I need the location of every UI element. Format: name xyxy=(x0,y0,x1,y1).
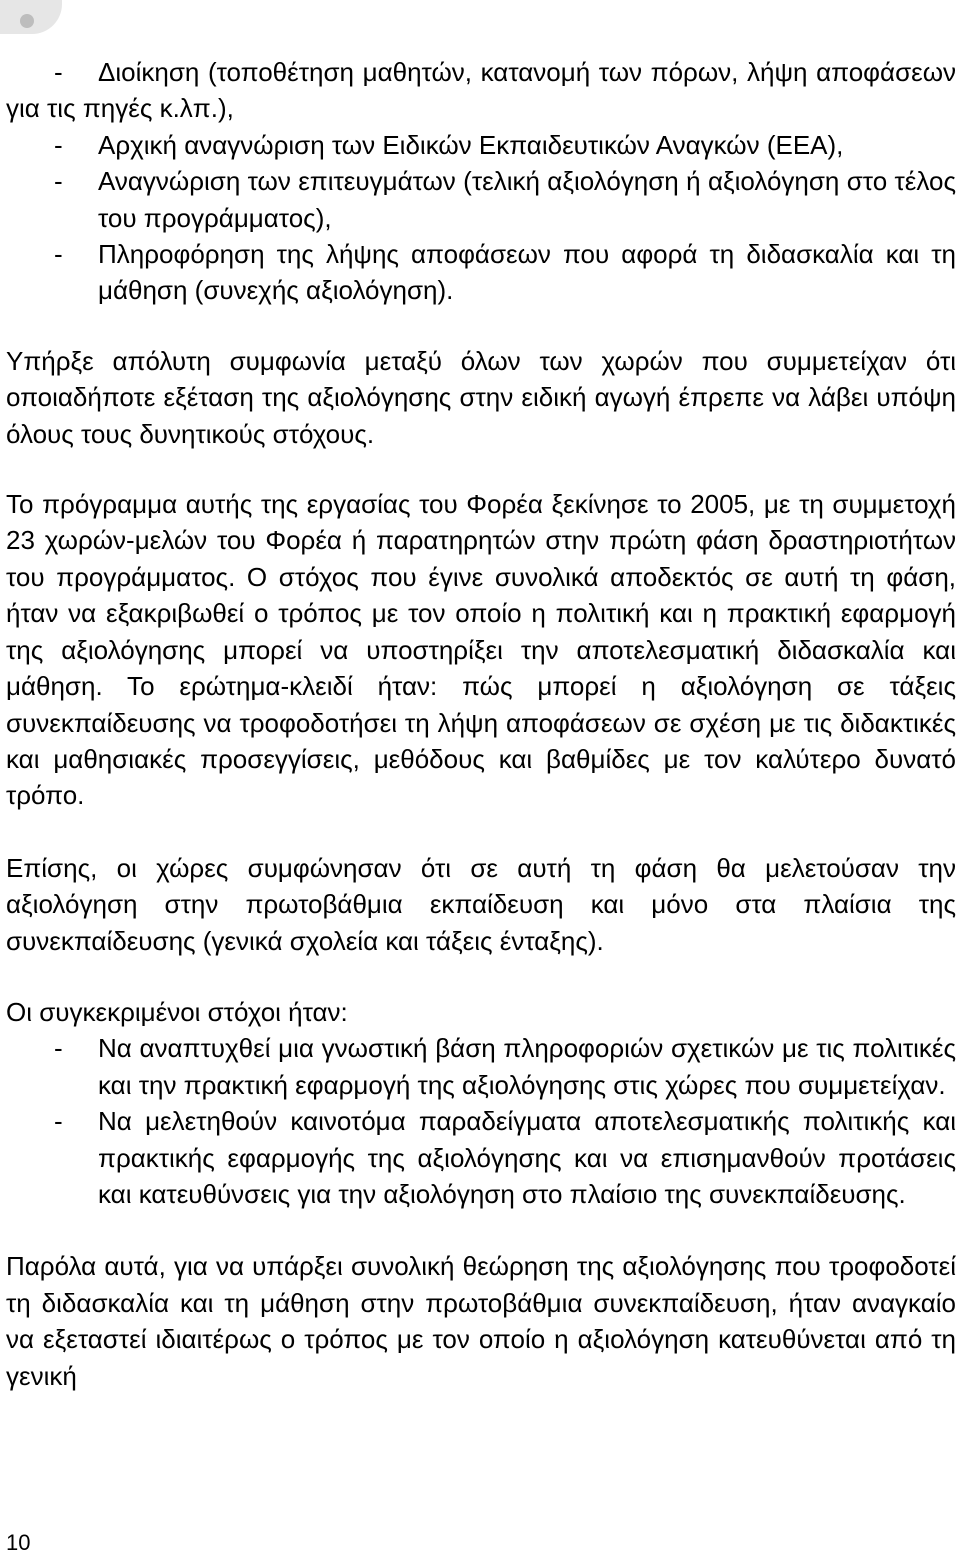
list-item-text: Διοίκηση (τοποθέτηση μαθητών, κατανομή των πόρων, λήψη αποφάσεων για τις πηγές κ.λπ.), xyxy=(6,57,956,124)
corner-page-tab xyxy=(0,0,62,34)
bullet-dash: - xyxy=(54,1106,63,1137)
bullet-dash: - xyxy=(54,1033,63,1064)
list-item-text: Να αναπτυχθεί μια γνωστική βάση πληροφοριών σχετικών με τις πολιτικές και την πρακτική εφαρμογή της αξιολόγησης στις χώρες που συμμετείχαν. xyxy=(98,1033,956,1100)
list-item xyxy=(6,54,956,127)
list-item xyxy=(6,127,956,163)
list-item-text: Αρχική αναγνώριση των Ειδικών Εκπαιδευτικών Αναγκών (ΕΕΑ), xyxy=(98,129,844,160)
list-item-text: Να μελετηθούν καινοτόμα παραδείγματα αποτελεσματικής πολιτικής και πρακτικής εφαρμογής της αξιολόγησης και να επισημανθούν προτάσεις και κατευθύνσεις για την αξιολόγηση στο πλαίσιο της συνεκπαίδευσης. xyxy=(98,1106,956,1209)
bullet-dash: - xyxy=(54,129,63,160)
page-number: 10 xyxy=(6,1530,31,1555)
list-item xyxy=(6,1030,956,1103)
document-page xyxy=(6,54,956,1394)
paragraph-programme: Το πρόγραμμα αυτής της εργασίας του Φορέα ξεκίνησε το 2005, με τη συμμετοχή 23 χωρών-μελών του Φορέα ή παρατηρητών στην πρώτη φάση δραστηριοτήτων του προγράμματος. Ο στόχος που έγινε συνολικά αποδεκτός σε αυτή τη φάση, ήταν να εξακριβωθεί ο τρόπος με τον οποίο η πολιτική και η πρακτική εφαρμογή της αξιολόγησης μπορεί να υποστηρίξει την αποτελεσματική διδασκαλία και μάθηση. Το ερώτημα-κλειδί ήταν: πώς μπορεί η αξιολόγηση σε τάξεις συνεκπαίδευσης να τροφοδοτήσει τη λήψη αποφάσεων σε σχέση με τις διδακτικές και μαθησιακές προσεγγίσεις, μεθόδους και βαθμίδες με τον καλύτερο δυνατό τρόπο. xyxy=(6,489,956,811)
list-item xyxy=(6,1103,956,1212)
page-tab-icon xyxy=(20,14,34,28)
paragraph-agreement: Υπήρξε απόλυτη συμφωνία μεταξύ όλων των χωρών που συμμετείχαν ότι οποιαδήποτε εξέταση της αξιολόγησης στην ειδική αγωγή έπρεπε να λάβει υπόψη όλους τους δυνητικούς στόχους. xyxy=(6,345,956,449)
objectives-list xyxy=(6,1030,956,1212)
objectives-intro: Οι συγκεκριμένοι στόχοι ήταν: xyxy=(6,996,348,1027)
opening-bullet-list xyxy=(6,54,956,309)
bullet-dash: - xyxy=(54,57,63,87)
list-item xyxy=(6,163,956,236)
bullet-dash: - xyxy=(54,239,63,270)
list-item-text: Πληροφόρηση της λήψης αποφάσεων που αφορά τη διδασκαλία και τη μάθηση (συνεχής αξιολόγηση). xyxy=(98,239,956,306)
bullet-dash: - xyxy=(54,166,63,197)
paragraph-overview: Παρόλα αυτά, για να υπάρξει συνολική θεώρηση της αξιολόγησης που τροφοδοτεί τη διδασκαλία και τη μάθηση στην πρωτοβάθμια συνεκπαίδευση, ήταν αναγκαίο να εξεταστεί ιδιαιτέρως ο τρόπος με τον οποίο η αξιολόγηση κατευθύνεται από τη γενική xyxy=(6,1251,956,1391)
paragraph-scope: Επίσης, οι χώρες συμφώνησαν ότι σε αυτή τη φάση θα μελετούσαν την αξιολόγηση στην πρωτοβάθμια εκπαίδευση και μόνο στα πλαίσια της συνεκπαίδευσης (γενικά σχολεία και τάξεις ένταξης). xyxy=(6,852,956,956)
list-item-text: Αναγνώριση των επιτευγμάτων (τελική αξιολόγηση ή αξιολόγηση στο τέλος του προγράμματος), xyxy=(98,166,956,233)
list-item xyxy=(6,236,956,309)
